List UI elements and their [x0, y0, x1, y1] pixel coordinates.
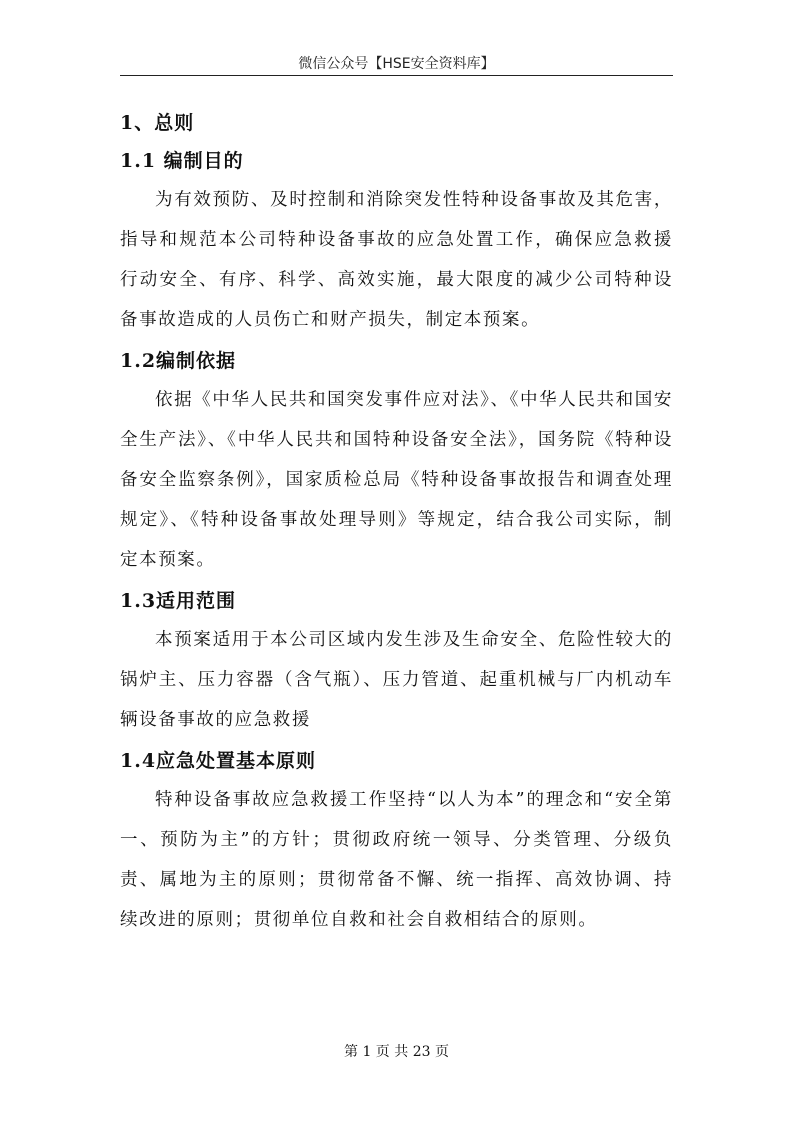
- section-paragraph-basis: 依据《中华人民共和国突发事件应对法》、《中华人民共和国安全生产法》、《中华人民共和国特种设备安全法》，国务院《特种设备安全监察条例》，国家质检总局《特种设备事故报告和调查处理规定》、《特种设备事故处理导则》等规定，结合我公司实际，制定本预案。: [120, 390, 673, 570]
- section-paragraph-principles: 特种设备事故应急救援工作坚持“以人为本”的理念和“安全第一、预防为主”的方针；贯彻政府统一领导、分类管理、分级负责、属地为主的原则；贯彻常备不懈、统一指挥、高效协调、持续改进的原则；贯彻单位自救和社会自救相结合的原则。: [120, 790, 673, 930]
- section-heading-scope: 1.3适用范围: [120, 590, 237, 612]
- section-heading-basis: 1.2编制依据: [120, 350, 237, 372]
- page-footer: 第 1 页 共 23 页: [344, 1044, 449, 1060]
- section-heading-purpose: 1.1 编制目的: [120, 150, 244, 172]
- section-paragraph-scope: 本预案适用于本公司区域内发生涉及生命安全、危险性较大的锅炉主、压力容器（含气瓶）、压力管道、起重机械与厂内机动车辆设备事故的应急救援: [120, 630, 673, 730]
- document-body: [120, 104, 673, 942]
- page-header: 微信公众号【HSE安全资料库】: [298, 56, 495, 72]
- section-paragraph-purpose: 为有效预防、及时控制和消除突发性特种设备事故及其危害，指导和规范本公司特种设备事故的应急处置工作，确保应急救援行动安全、有序、科学、高效实施，最大限度的减少公司特种设备事故造成的人员伤亡和财产损失，制定本预案。: [120, 190, 673, 330]
- section-heading-general: 1、总则: [120, 112, 195, 134]
- header-divider: [120, 75, 673, 76]
- section-heading-principles: 1.4应急处置基本原则: [120, 750, 317, 772]
